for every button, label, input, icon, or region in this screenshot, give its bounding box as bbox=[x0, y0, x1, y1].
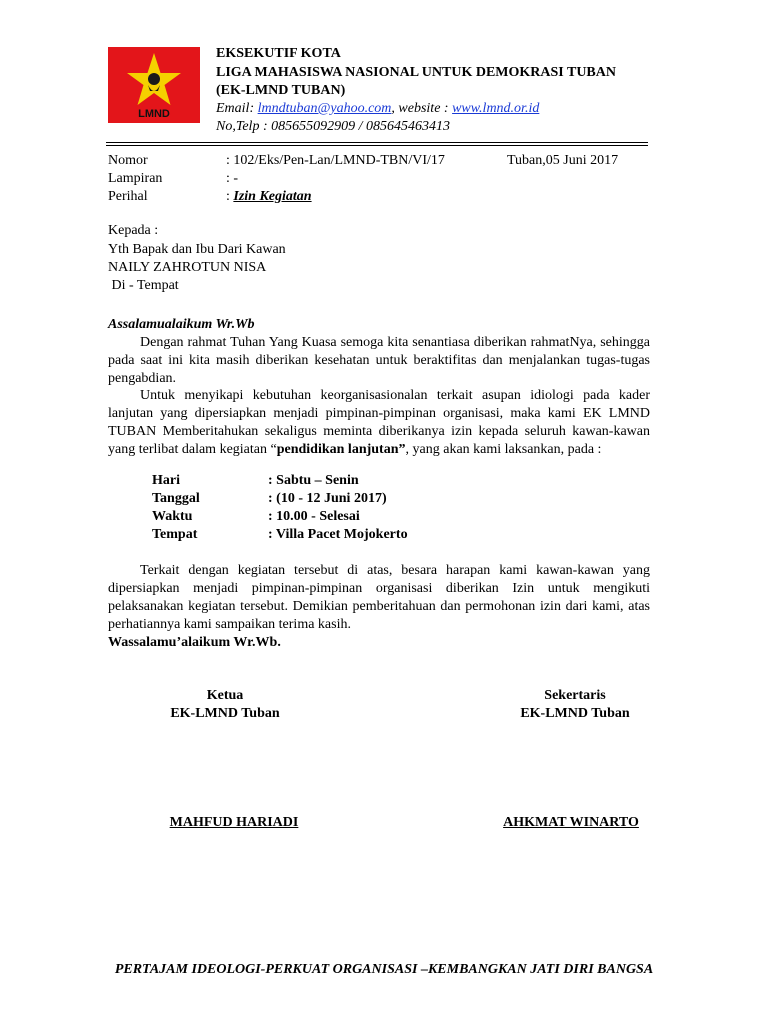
header-divider-thin bbox=[106, 145, 648, 146]
detail-label-waktu: Waktu bbox=[152, 509, 193, 524]
letterhead-phone: No,Telp : 085655092909 / 085645463413 bbox=[216, 119, 450, 134]
perihal-subject: Izin Kegiatan bbox=[233, 189, 312, 204]
detail-value-tanggal: : (10 - 12 Juni 2017) bbox=[268, 491, 387, 506]
paragraph-1-text: Dengan rahmat Tuhan Yang Kuasa semoga kita senantiasa diberikan rahmatNya, sehingga pada saat ini kita masih diberikan kesehatan untuk beraktifitas dan menjalankan tugas-tugas pengabdian. bbox=[108, 335, 650, 386]
paragraph-3 bbox=[108, 562, 650, 634]
letterhead-contact bbox=[216, 100, 539, 118]
nomor-label: Nomor bbox=[108, 153, 148, 168]
closing-greeting: Wassalamu’alaikum Wr.Wb. bbox=[108, 635, 281, 650]
email-link[interactable]: lmndtuban@yahoo.com bbox=[257, 101, 392, 116]
perihal-colon: : bbox=[226, 189, 234, 204]
paragraph-2-text: Untuk menyikapi kebutuhan keorganisasionalan terkait asupan idiologi pada kader lanjutan yang dipersiapkan menjadi pimpinan-pimpinan organisasi, maka kami EK LMND TUBAN Memberitahukan sekaligus meminta diberikanya izin kepada seluruh kawan-kawan yang terlibat dalam kegiatan “ bbox=[108, 388, 650, 457]
paragraph-1 bbox=[108, 334, 650, 388]
lampiran-value: : - bbox=[226, 171, 239, 186]
footer-motto: PERTAJAM IDEOLOGI-PERKUAT ORGANISASI –KEMBANGKAN JATI DIRI BANGSA bbox=[114, 962, 654, 977]
left-signatory-name: MAHFUD HARIADI bbox=[169, 815, 299, 830]
detail-label-hari: Hari bbox=[152, 473, 180, 488]
detail-label-tanggal: Tanggal bbox=[152, 491, 200, 506]
letterhead-line-1: EKSEKUTIF KOTA bbox=[216, 46, 341, 61]
detail-label-tempat: Tempat bbox=[152, 527, 198, 542]
letterhead-org-abbrev: (EK-LMND TUBAN) bbox=[216, 83, 346, 98]
star-emblem-icon bbox=[108, 47, 200, 123]
left-title: Ketua bbox=[206, 688, 244, 703]
header-divider-thick bbox=[106, 142, 648, 143]
logo-text: LMND bbox=[138, 108, 170, 120]
recipient-place: Di - Tempat bbox=[108, 278, 179, 293]
perihal-label: Perihal bbox=[108, 189, 148, 204]
email-label: Email: bbox=[216, 101, 258, 116]
right-title: Sekertaris bbox=[544, 688, 606, 703]
recipient-name: NAILY ZAHROTUN NISA bbox=[108, 260, 267, 275]
nomor-value: : 102/Eks/Pen-Lan/LMND-TBN/VI/17 bbox=[226, 153, 445, 168]
recipient-line-1: Yth Bapak dan Ibu Dari Kawan bbox=[108, 242, 286, 257]
signature-left bbox=[115, 687, 335, 723]
greeting: Assalamualaikum Wr.Wb bbox=[108, 317, 255, 332]
kepada-label: Kepada : bbox=[108, 223, 159, 238]
left-org: EK-LMND Tuban bbox=[170, 706, 280, 721]
paragraph-2 bbox=[108, 387, 650, 459]
detail-value-waktu: : 10.00 - Selesai bbox=[268, 509, 360, 524]
detail-value-hari: : Sabtu – Senin bbox=[268, 473, 359, 488]
right-org: EK-LMND Tuban bbox=[520, 706, 630, 721]
signature-right bbox=[465, 687, 685, 723]
paragraph-3-text: Terkait dengan kegiatan tersebut di atas, besara harapan kami kawan-kawan yang dipersiapkan menjadi pimpinan-pimpinan organisasi diberikan Izin untuk mengikuti pelaksanakan kegiatan tersebut. Demikian pemberitahuan dan permohonan izin dari kami, atas perhatiannya kami sampaikan terima kasih. bbox=[108, 563, 650, 632]
detail-value-tempat: : Villa Pacet Mojokerto bbox=[268, 527, 408, 542]
perihal-value bbox=[226, 188, 312, 206]
website-label: , website : bbox=[391, 101, 453, 116]
right-signatory-name: AHKMAT WINARTO bbox=[503, 815, 639, 830]
event-name: pendidikan lanjutan” bbox=[276, 442, 406, 457]
letterhead-org-name: LIGA MAHASISWA NASIONAL UNTUK DEMOKRASI TUBAN bbox=[216, 65, 616, 80]
website-link[interactable]: www.lmnd.or.id bbox=[452, 101, 540, 116]
lampiran-label: Lampiran bbox=[108, 171, 163, 186]
letter-date: Tuban,05 Juni 2017 bbox=[507, 153, 619, 168]
lmnd-logo bbox=[108, 47, 200, 123]
paragraph-2-tail: , yang akan kami laksankan, pada : bbox=[405, 442, 602, 457]
